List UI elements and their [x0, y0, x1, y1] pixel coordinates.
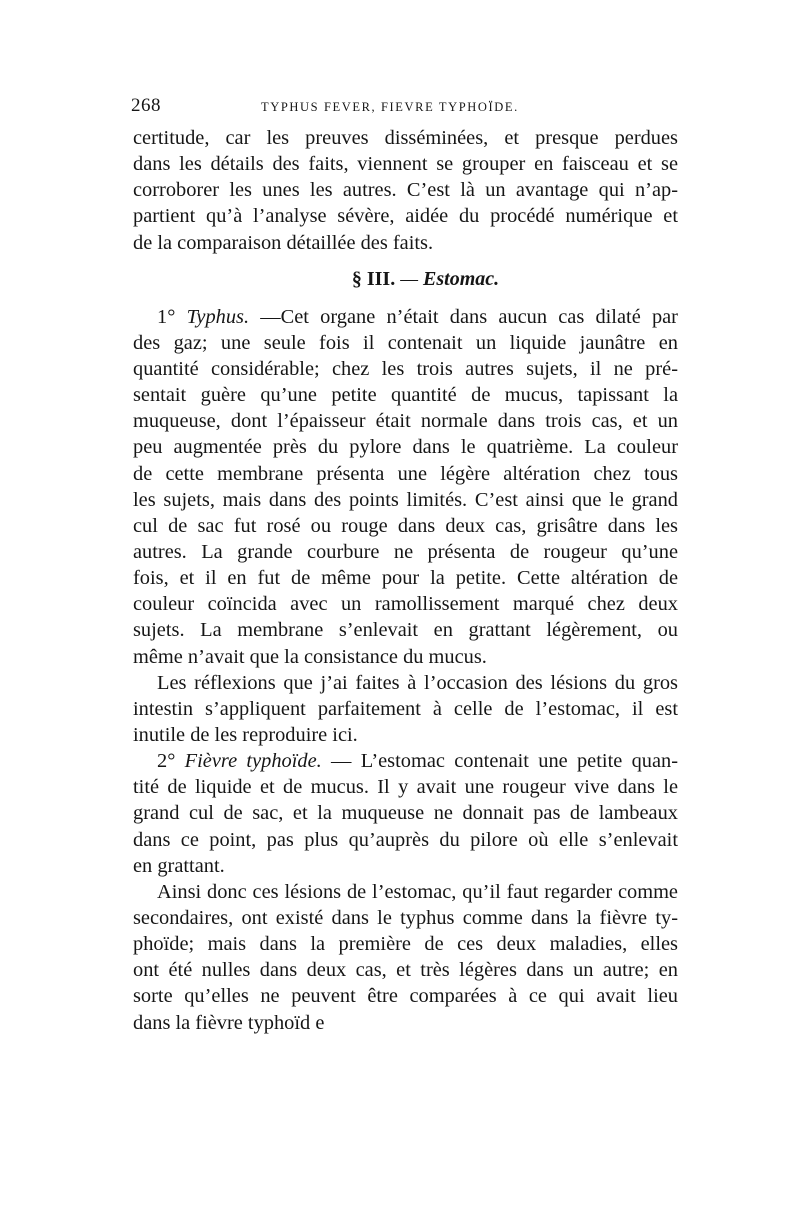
text-line: des gaz; une seule fois il contenait un liquide jaunâtre en: [133, 331, 678, 354]
page-header: [131, 95, 676, 119]
paragraph-first-line: [133, 304, 678, 330]
text-line: inutile de les reproduire ici.: [133, 723, 358, 746]
text-line: en grattant.: [133, 854, 225, 877]
text-line: les sujets, mais dans des points limités. C’est ainsi que le grand: [133, 488, 678, 511]
text-line: Les réflexions que j’ai faites à l’occasion des lésions du gros: [157, 671, 678, 694]
reflexions-paragraph: [133, 670, 678, 748]
text-line: phoïde; mais dans la première de ces deux maladies, elles: [133, 933, 678, 956]
page-body: [133, 125, 678, 1036]
text-line: autres. La grande courbure ne présenta de rougeur qu’une: [133, 540, 678, 563]
text-line: peu augmentée près du pylore dans le quatrième. La couleur: [133, 436, 678, 459]
text-line: ont été nulles dans deux cas, et très légères dans un autre; en: [133, 959, 678, 982]
text-line: secondaires, ont existé dans le typhus comme dans la fièvre ty-: [133, 906, 678, 929]
text-line: certitude, car les preuves disséminées, et presque perdues: [133, 127, 678, 149]
section-name: Estomac.: [423, 267, 500, 290]
running-head: TYPHUS FEVER, FIEVRE TYPHOÏDE.: [261, 100, 519, 114]
text-line: couleur coïncida avec un ramollissement marqué chez deux: [133, 593, 678, 616]
page-number: 268: [131, 95, 161, 116]
paragraph-first-line: [133, 748, 678, 774]
item-label: Fièvre typhoïde.: [184, 750, 322, 773]
text-line: muqueuse, dont l’épaisseur était normale dans trois cas, et un: [133, 410, 678, 433]
text-line: sorte qu’elles ne peuvent être comparées à ce qui avait lieu: [133, 985, 678, 1008]
section-dash: —: [400, 267, 419, 290]
text-line: intestin s’appliquent parfaitement à celle de l’estomac, il est: [133, 697, 678, 720]
section-number: § III.: [351, 267, 396, 290]
text-line: dans les détails des faits, viennent se grouper en faisceau et se: [133, 153, 678, 176]
text-line: Ainsi donc ces lésions de l’estomac, qu’il faut regarder comme: [157, 880, 678, 903]
intro-paragraph: [133, 125, 678, 256]
item-number: 2°: [157, 750, 176, 773]
text-line: de cette membrane présenta une légère altération chez tous: [133, 462, 678, 485]
text-line: cul de sac fut rosé ou rouge dans deux cas, grisâtre dans les: [133, 514, 678, 537]
item-label: Typhus.: [186, 305, 250, 328]
text-line: corroborer les unes les autres. C’est là un avantage qui n’ap-: [133, 179, 678, 202]
fievre-paragraph: [133, 748, 678, 879]
text-line: même n’avait que la consistance du mucus.: [133, 645, 487, 668]
text-run: — L’estomac contenait une petite quan-: [331, 750, 679, 773]
typhus-paragraph: [133, 304, 678, 670]
text-line: dans ce point, pas plus qu’auprès du pilore où elle s’enlevait: [133, 828, 678, 851]
text-line: sujets. La membrane s’enlevait en grattant légèrement, ou: [133, 619, 678, 642]
text-line: de la comparaison détaillée des faits.: [133, 231, 434, 254]
conclusion-paragraph: [133, 879, 678, 1036]
text-run: —Cet organe n’était dans aucun cas dilaté par: [260, 305, 678, 328]
text-line: sentait guère qu’une petite quantité de mucus, tapissant la: [133, 384, 678, 407]
item-number: 1°: [157, 305, 176, 328]
text-line: fois, et il en fut de même pour la petite. Cette altération de: [133, 567, 678, 590]
section-heading: [133, 260, 678, 298]
text-line: quantité considérable; chez les trois autres sujets, il ne pré-: [133, 357, 678, 380]
text-line: dans la fièvre typhoïd e: [133, 1011, 325, 1034]
text-line: tité de liquide et de mucus. Il y avait une rougeur vive dans le: [133, 776, 678, 799]
text-line: partient qu’à l’analyse sévère, aidée du procédé numérique et: [133, 205, 678, 228]
text-line: grand cul de sac, et la muqueuse ne donnait pas de lambeaux: [133, 802, 678, 825]
